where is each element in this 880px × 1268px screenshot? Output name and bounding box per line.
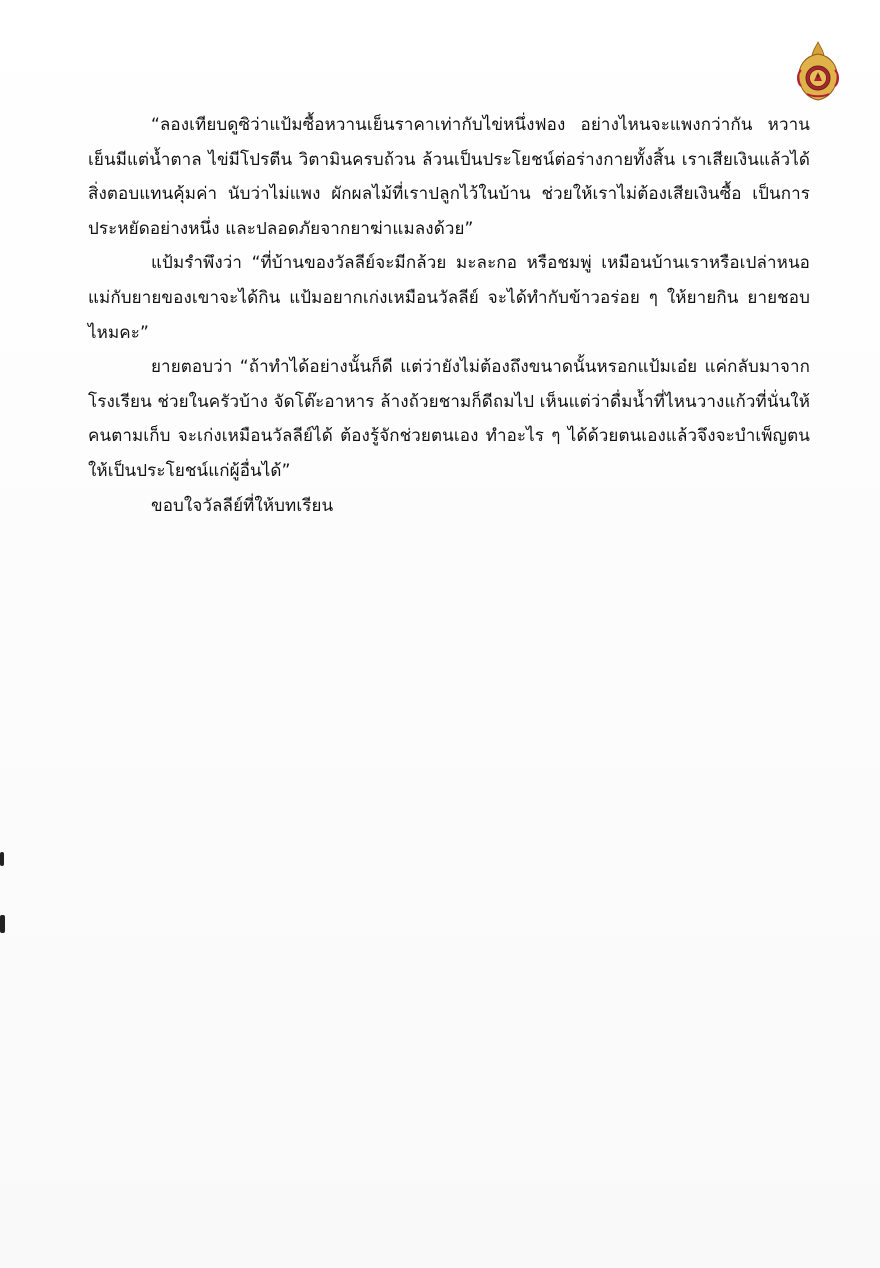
paragraph-1: “ลองเทียบดูซิว่าแป้มซื้อหวานเย็นราคาเท่ากับไข่หนึ่งฟอง อย่างไหนจะแพงกว่ากัน หวานเย็นมีแต่น้ำตาล ไข่มีโปรตีน วิตามินครบถ้วน ล้วนเป็นประโยชน์ต่อร่างกายทั้งสิ้น เราเสียเงินแล้วได้สิ่งตอบแทนคุ้มค่า นับว่าไม่แพง ผักผลไม้ที่เราปลูกไว้ในบ้าน ช่วยให้เราไม่ต้องเสียเงินซื้อ เป็นการประหยัดอย่างหนึ่ง และปลอดภัยจากยาฆ่าแมลงด้วย”: [88, 115, 810, 239]
document-body: [88, 108, 810, 523]
ministry-of-education-emblem-icon: [795, 40, 841, 102]
scan-edge-mark: [0, 915, 5, 933]
paragraph-3: ยายตอบว่า “ถ้าทำได้อย่างนั้นก็ดี แต่ว่ายังไม่ต้องถึงขนาดนั้นหรอกแป้มเอ๋ย แค่กลับมาจากโรงเรียน ช่วยในครัวบ้าง จัดโต๊ะอาหาร ล้างถ้วยชามก็ดีถมไป เห็นแต่ว่าดื่มน้ำที่ไหนวางแก้วที่นั่นให้คนตามเก็บ จะเก่งเหมือนวัลลีย์ได้ ต้องรู้จักช่วยตนเอง ทำอะไร ๆ ได้ด้วยตนเองแล้วจึงจะบำเพ็ญตนให้เป็นประโยชน์แก่ผู้อื่นได้”: [88, 357, 810, 481]
paragraph-4: ขอบใจวัลลีย์ที่ให้บทเรียน: [151, 495, 334, 516]
paragraph-2: แป้มรำพึงว่า “ที่บ้านของวัลลีย์จะมีกล้วย มะละกอ หรือชมพู่ เหมือนบ้านเราหรือเปล่าหนอ แม่กับยายของเขาจะได้กิน แป้มอยากเก่งเหมือนวัลลีย์ จะได้ทำกับข้าวอร่อย ๆ ให้ยายกิน ยายชอบไหมคะ”: [88, 253, 810, 343]
scan-edge-mark: [0, 852, 4, 866]
